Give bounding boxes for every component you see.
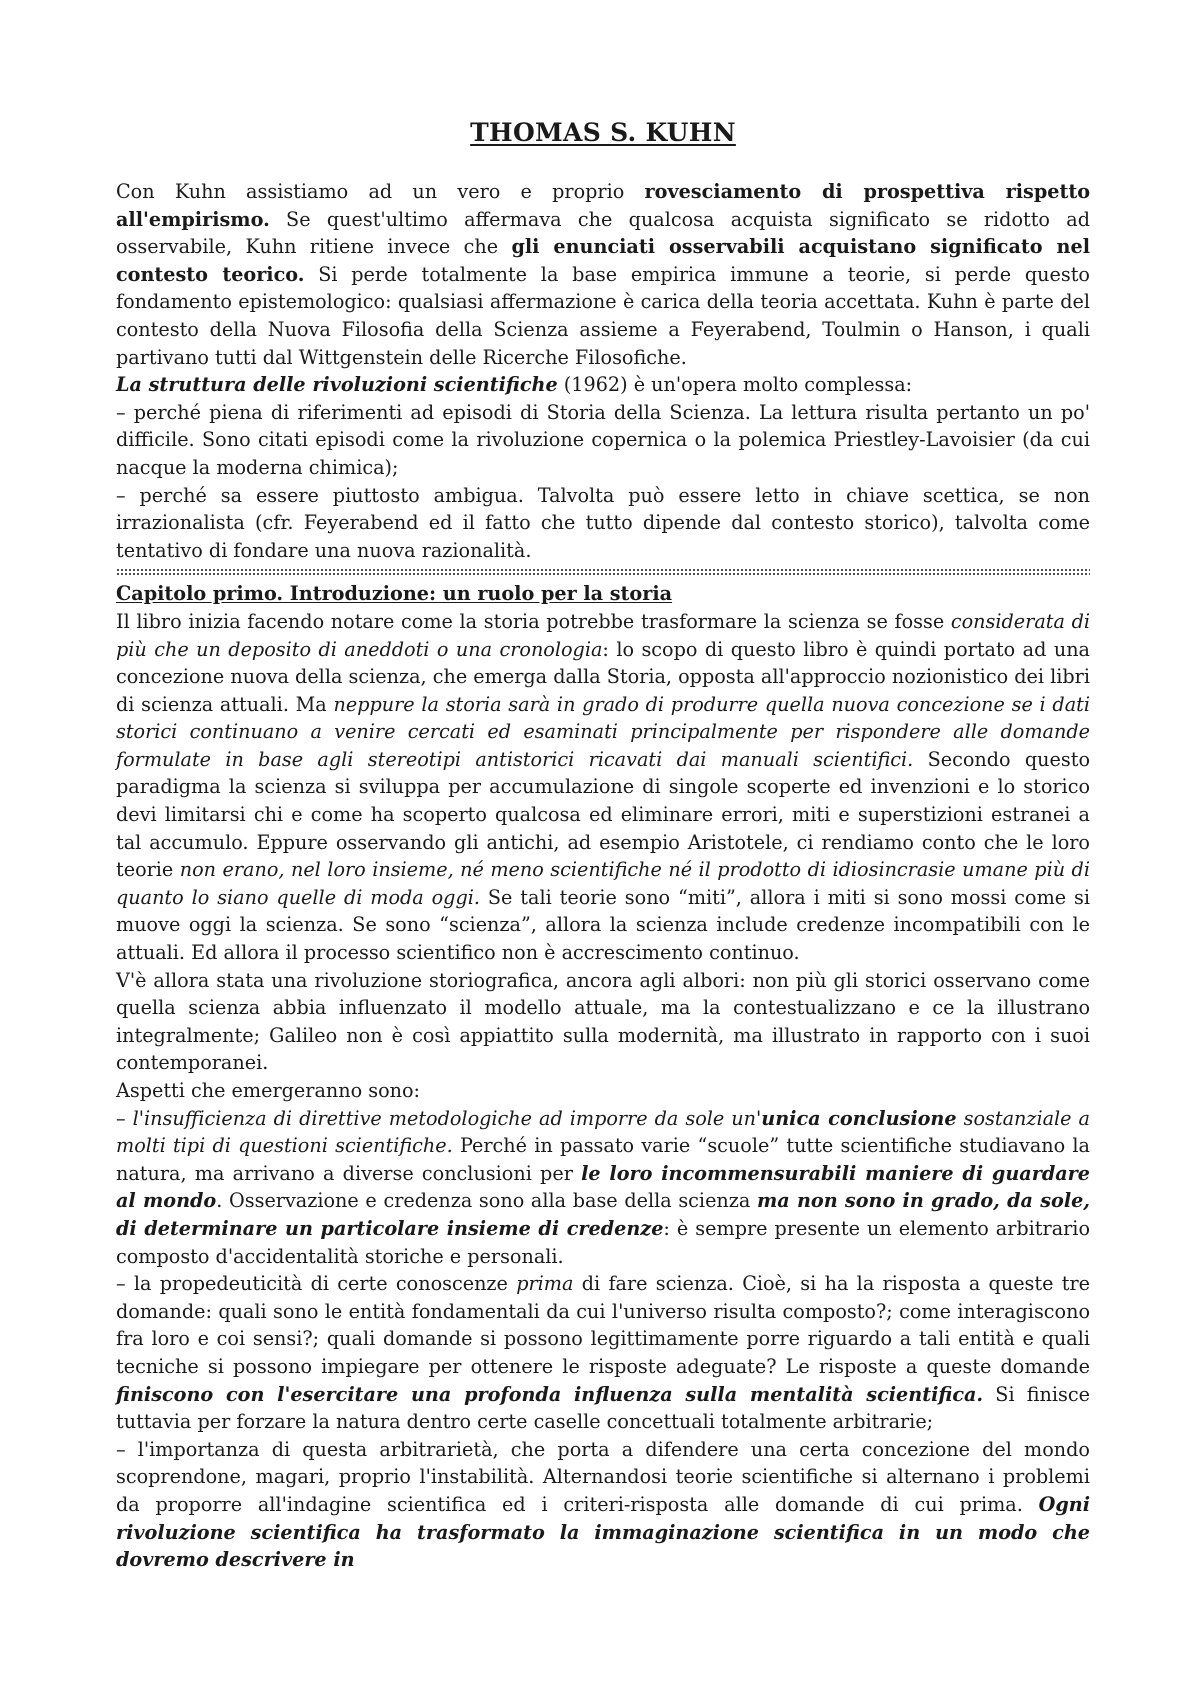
chapter-paragraph: Aspetti che emergeranno sono: xyxy=(116,1079,421,1102)
book-title: La struttura delle rivoluzioni scientifiche xyxy=(116,373,558,397)
italic-quote: sostanziale a molti tipi di questioni scientifiche. xyxy=(116,1106,1090,1158)
italic-quote: neppure la storia sarà in grado di produrre quella nuova concezione se i dati storici continuano a venire cercati ed esaminati principalmente per rispondere alle domande formulate in base agli stereotipi antistorici ricavati dai manuali scientifici. xyxy=(116,692,1090,771)
intro-text: Con Kuhn assistiamo ad un vero e proprio xyxy=(116,180,645,203)
list-item: – perché piena di riferimenti ad episodi di Storia della Scienza. La lettura risulta pertanto un po' difficile. Sono citati episodi come la rivoluzione copernica o la polemica Priestley-Lavoisier (da cui nacque la moderna chimica); xyxy=(116,400,1090,479)
bold-italic-emphasis: unica conclusione xyxy=(761,1106,957,1130)
list-item: – l'insufficienza di direttive metodologiche ad imporre da sole un'unica conclusione sostanziale a molti tipi di questioni scientifiche. Perché in passato varie “scuole” tutte scientifiche studiavano la natura, ma arrivano a diverse conclusioni per le loro incommensurabili maniere di guardare al mondo. Osservazione e credenza sono alla base della scienza ma non sono in grado, da sole, di determinare un particolare insieme di credenze: è sempre presente un elemento arbitrario composto d'accidentalità storiche e personali. xyxy=(116,1106,1090,1268)
document-title: THOMAS S. KUHN xyxy=(470,118,736,147)
list-item: – perché sa essere piuttosto ambigua. Talvolta può essere letto in chiave scettica, se non irrazionalista (cfr. Feyerabend ed il fatto che tutto dipende dal contesto storico), talvolta come tentativo di fondare una nuova razionalità. xyxy=(116,483,1090,562)
bold-italic-emphasis: finiscono con l'esercitare una profonda influenza sulla mentalità scientifica. xyxy=(116,1382,984,1406)
italic-quote: considerata di più che un deposito di aneddoti o una cronologia xyxy=(116,609,1090,661)
intro-text: Se quest'ultimo affermava che qualcosa acquista significato se ridotto ad osservabile, Kuhn ritiene invece che xyxy=(116,207,1090,259)
bold-emphasis: rovesciamento di prospettiva rispetto all'empirismo. xyxy=(116,180,1090,231)
intro-text: Si perde totalmente la base empirica immune a teorie, si perde questo fondamento epistemologico: qualsiasi affermazione è carica della teoria accettata. Kuhn è parte del contesto della Nuova Filosofia della Scienza assieme a Feyerabend, Toulmin o Hanson, i quali partivano tutti dal Wittgenstein delle Ricerche Filosofiche. xyxy=(116,262,1090,369)
book-intro-text: (1962) è un'opera molto complessa: xyxy=(557,373,913,397)
chapter-paragraph: Il libro inizia facendo notare come la storia potrebbe trasformare la scienza se fosse considerata di più che un deposito di aneddoti o una cronologia: lo scopo di questo libro è quindi portato ad una concezione nuova della scienza, che emerga dalla Storia, opposta all'approccio nozionistico dei libri di scienza attuali. Ma neppure la storia sarà in grado di produrre quella nuova concezione se i dati storici continuano a venire cercati ed esaminati principalmente per rispondere alle domande formulate in base agli stereotipi antistorici ricavati dai manuali scientifici. Secondo questo paradigma la scienza si sviluppa per accumulazione di singole scoperte ed invenzioni e lo storico devi limitarsi chi e come ha scoperto qualcosa ed eliminare errori, miti e superstizioni estranei a tal accumulo. Eppure osservando gli antichi, ad esempio Aristotele, ci rendiamo conto che le loro teorie non erano, nel loro insieme, né meno scientifiche né il prodotto di idiosincrasie umane più di quanto lo siano quelle di moda oggi. Se tali teorie sono “miti”, allora i miti si sono mossi come si muove oggi la scienza. Se sono “scienza”, allora la scienza include credenze incompatibili con le attuali. Ed allora il processo scientifico non è accrescimento continuo. xyxy=(116,609,1091,965)
bold-emphasis: gli enunciati osservabili acquistano significato nel contesto teorico. xyxy=(116,235,1090,286)
intro-paragraph xyxy=(116,178,1090,371)
dotted-separator xyxy=(116,568,1090,576)
bold-italic-emphasis: le loro incommensurabili maniere di guardare al mondo xyxy=(116,1161,1090,1213)
bold-italic-emphasis: Ogni rivoluzione scientifica ha trasformato la immaginazione scientifica in un modo che dovremo descrivere in xyxy=(116,1492,1090,1572)
chapter-heading: Capitolo primo. Introduzione: un ruolo per la storia xyxy=(116,582,673,606)
italic-quote: l'insufficienza di direttive metodologiche ad imporre da sole un' xyxy=(132,1106,762,1130)
italic-quote: non erano, nel loro insieme, né meno scientifiche né il prodotto di idiosincrasie umane più di quanto lo siano quelle di moda oggi. xyxy=(116,858,1090,909)
list-item: – la propedeuticità di certe conoscenze prima di fare scienza. Cioè, si ha la risposta a queste tre domande: quali sono le entità fondamentali da cui l'universo risulta composto?; come interagiscono fra loro e coi sensi?; quali domande si possono legittimamente porre riguardo a tali entità e quali tecniche si possono impiegare per ottenere le risposte adeguate? Le risposte a queste domande finiscono con l'esercitare una profonda influenza sulla mentalità scientifica. Si finisce tuttavia per forzare la natura dentro certe caselle concettuali totalmente arbitrarie; xyxy=(116,1272,1091,1434)
chapter-paragraph: V'è allora stata una rivoluzione storiografica, ancora agli albori: non più gli storici osservano come quella scienza abbia influenzato il modello attuale, ma la contestualizzano e ce la illustrano integralmente; Galileo non è così appiattito sulla modernità, ma illustrato in rapporto con i suoi contemporanei. xyxy=(116,968,1090,1075)
bold-italic-emphasis: ma non sono in grado, da sole, di determinare un particolare insieme di credenze xyxy=(116,1189,1090,1240)
list-item: – l'importanza di questa arbitrarietà, che porta a difendere una certa concezione del mondo scoprendone, magari, proprio l'instabilità. Alternandosi teorie scientifiche si alternano i problemi da proporre all'indagine scientifica ed i criteri-risposta alle domande di cui prima. Ogni rivoluzione scientifica ha trasformato la immaginazione scientifica in un modo che dovremo descrivere in xyxy=(116,1437,1090,1572)
italic-word: prima xyxy=(516,1272,574,1296)
book-intro-line xyxy=(116,371,1090,399)
